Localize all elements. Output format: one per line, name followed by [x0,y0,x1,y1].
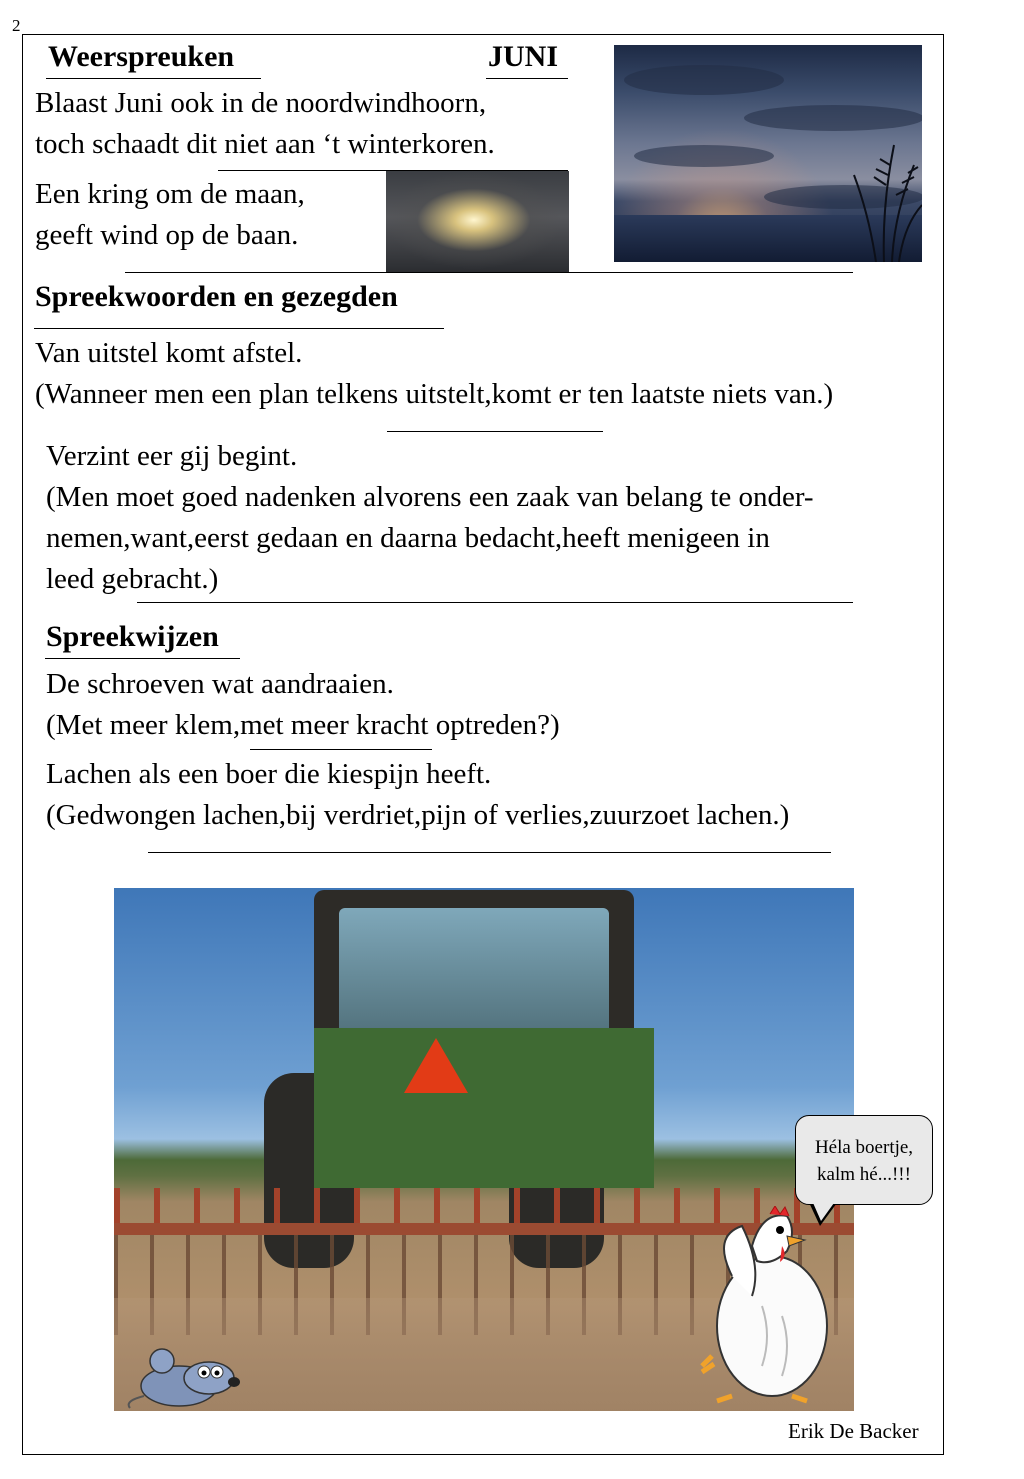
expressions-title: Spreekwijzen [46,620,219,653]
proverb2-line3: nemen,want,eerst gedaan en daarna bedacht,heeft menigeen in [46,522,770,554]
cloudy-sun-photo [386,171,569,273]
sunset-sky-photo [614,45,922,262]
month-title: JUNI [488,40,559,73]
tractor-plowing-photo [114,888,854,1411]
speech-bubble [795,1115,933,1205]
warning-triangle-icon [404,1038,468,1093]
speech-bubble-tail-fill [810,1196,839,1221]
expression2-line2: (Gedwongen lachen,bij verdriet,pijn of verlies,zuurzoet lachen.) [46,799,790,831]
divider-4 [137,602,853,603]
saying1-line2: toch schaadt dit niet aan ‘t winterkoren. [35,128,495,160]
divider-3 [387,431,603,432]
saying1-line1: Blaast Juni ook in de noordwindhoorn, [35,87,487,119]
proverb1-line1: Van uitstel komt afstel. [35,337,303,369]
speech-bubble-line1: Héla boertje, [814,1137,914,1158]
divider-5 [250,749,432,750]
title-underline [46,78,261,79]
chicken-cartoon-icon [692,1206,842,1406]
month-underline [486,78,568,79]
page-number: 2 [12,16,21,35]
mouse-cartoon-icon [124,1346,244,1411]
saying2-line2: geeft wind op de baan. [35,219,299,251]
saying2-line1: Een kring om de maan, [35,178,305,210]
expression1-line1: De schroeven wat aandraaien. [46,668,394,700]
expression2-line1: Lachen als een boer die kiespijn heeft. [46,758,492,790]
proverb1-line2: (Wanneer men een plan telkens uitstelt,komt er ten laatste niets van.) [35,378,834,410]
proverb2-line4: leed gebracht.) [46,563,219,595]
proverbs-title: Spreekwoorden en gezegden [35,280,398,313]
speech-bubble-line2: kalm hé...!!! [817,1164,911,1185]
expressions-title-underline [45,658,240,659]
proverb2-line1: Verzint eer gij begint. [46,440,298,472]
author-name: Erik De Backer [788,1419,919,1443]
proverb2-line2: (Men moet goed nadenken alvorens een zaak van belang te onder- [46,481,814,513]
section-title-weerspreuken: Weerspreuken [48,40,235,73]
divider-6 [148,852,831,853]
expression1-line2: (Met meer klem,met meer kracht optreden?) [46,709,560,741]
reed-grass-icon [824,125,922,262]
proverbs-title-underline [34,328,444,329]
divider-2 [125,272,853,273]
